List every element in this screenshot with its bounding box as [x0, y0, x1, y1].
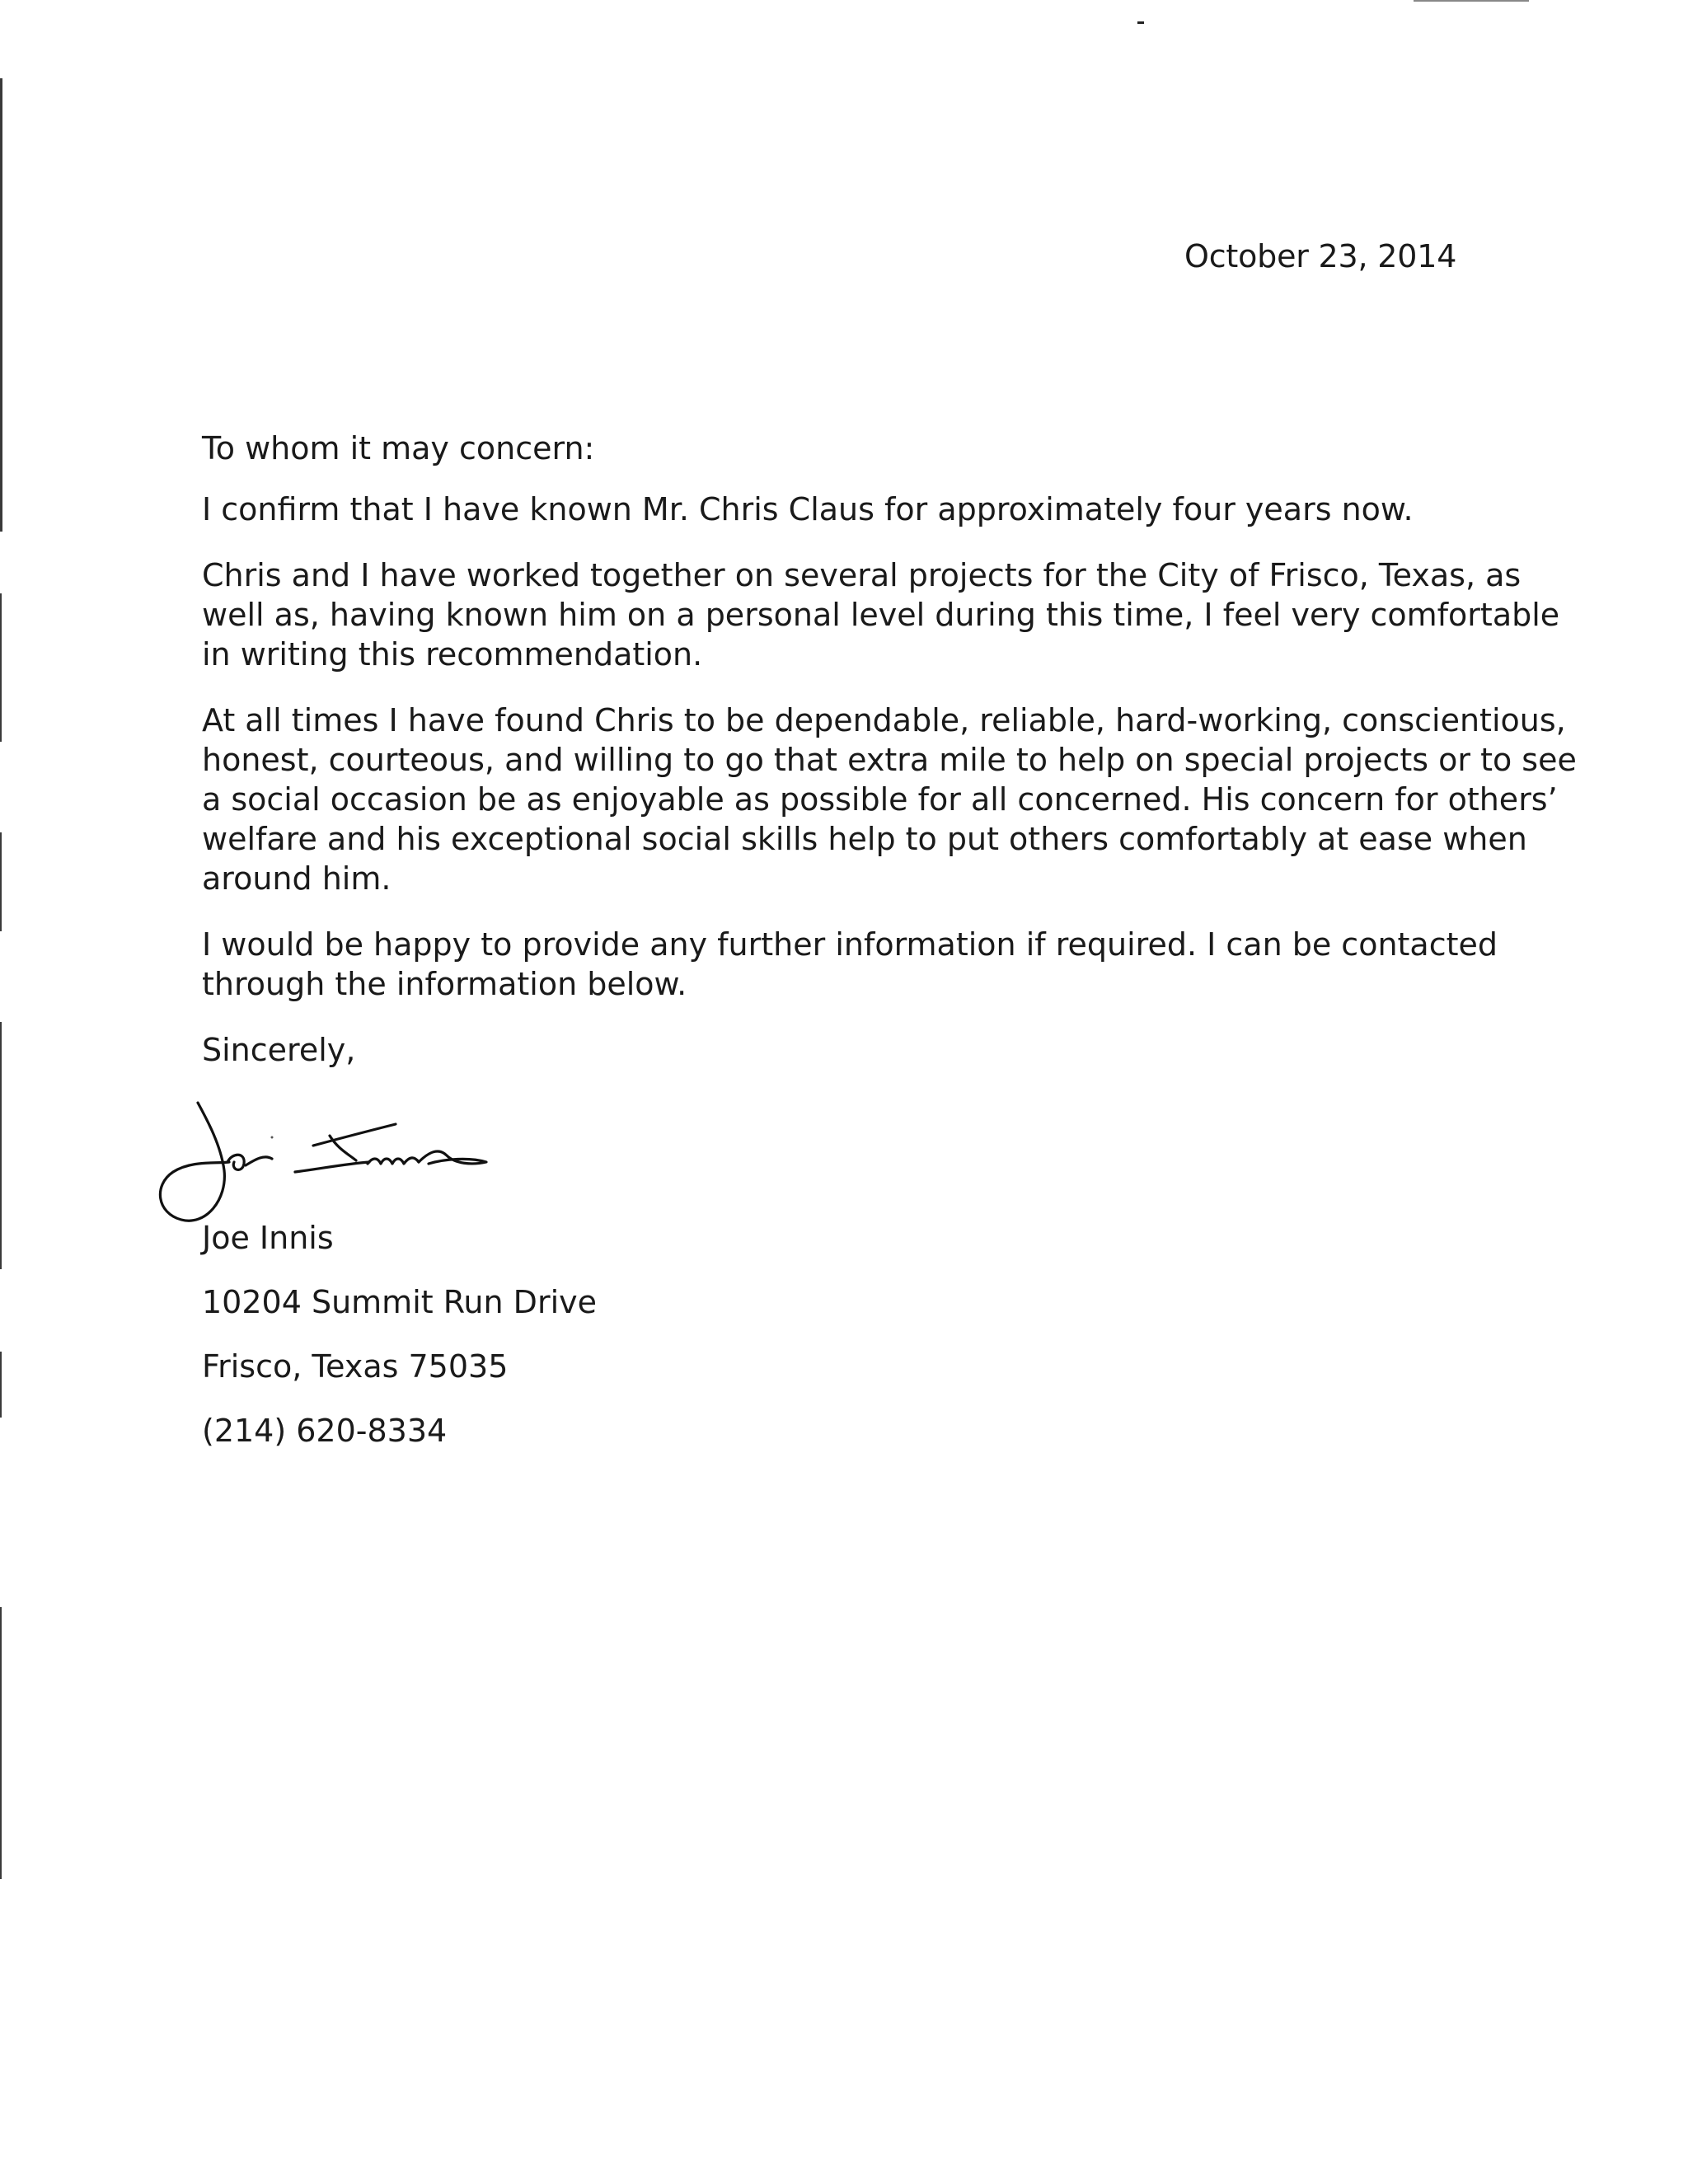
paragraph-line: I would be happy to provide any further information if required. I can be contacted	[202, 926, 1498, 963]
letter-body	[202, 429, 1577, 1096]
paragraph-line: honest, courteous, and willing to go that extra mile to help on special projects or to see	[202, 742, 1577, 778]
scan-edge-mark	[0, 1022, 2, 1269]
scan-edge-mark	[0, 1352, 2, 1418]
signer-address-line1: 10204 Summit Run Drive	[202, 1284, 597, 1320]
paragraph-line: a social occasion be as enjoyable as possible for all concerned. His concern for others’	[202, 781, 1558, 818]
scan-speck	[1414, 0, 1529, 2]
paragraph-line: At all times I have found Chris to be dependable, reliable, hard-working, conscientious,	[202, 702, 1566, 738]
scan-edge-mark	[0, 593, 2, 742]
ink-speck	[271, 1137, 274, 1139]
paragraph-3	[202, 701, 1577, 898]
paragraph-4	[202, 925, 1521, 1004]
salutation: To whom it may concern:	[202, 430, 595, 466]
scan-speck	[1137, 21, 1144, 24]
letter-date: October 23, 2014	[1184, 238, 1457, 274]
paragraph-line: around him.	[202, 860, 392, 897]
signer-name: Joe Innis	[202, 1220, 334, 1256]
scan-edge-mark	[0, 832, 2, 931]
paragraph-line: through the information below.	[202, 966, 687, 1002]
signer-address-line2: Frisco, Texas 75035	[202, 1348, 509, 1385]
paragraph-2	[202, 555, 1560, 674]
signer-block	[202, 1218, 597, 1475]
scan-edge-mark	[0, 78, 2, 532]
signer-phone: (214) 620-8334	[202, 1413, 448, 1449]
paragraph-line: welfare and his exceptional social skills help to put others comfortably at ease when	[202, 821, 1527, 857]
paragraph-line: in writing this recommendation.	[202, 636, 703, 673]
scan-edge-mark	[0, 1607, 2, 1879]
closing: Sincerely,	[202, 1032, 356, 1068]
paragraph-line: Chris and I have worked together on several projects for the City of Frisco, Texas, as	[202, 557, 1522, 593]
paragraph-1	[202, 490, 1521, 529]
paragraph-line: I confirm that I have known Mr. Chris Claus for approximately four years now.	[202, 491, 1414, 527]
paragraph-line: well as, having known him on a personal level during this time, I feel very comfortable	[202, 597, 1560, 633]
